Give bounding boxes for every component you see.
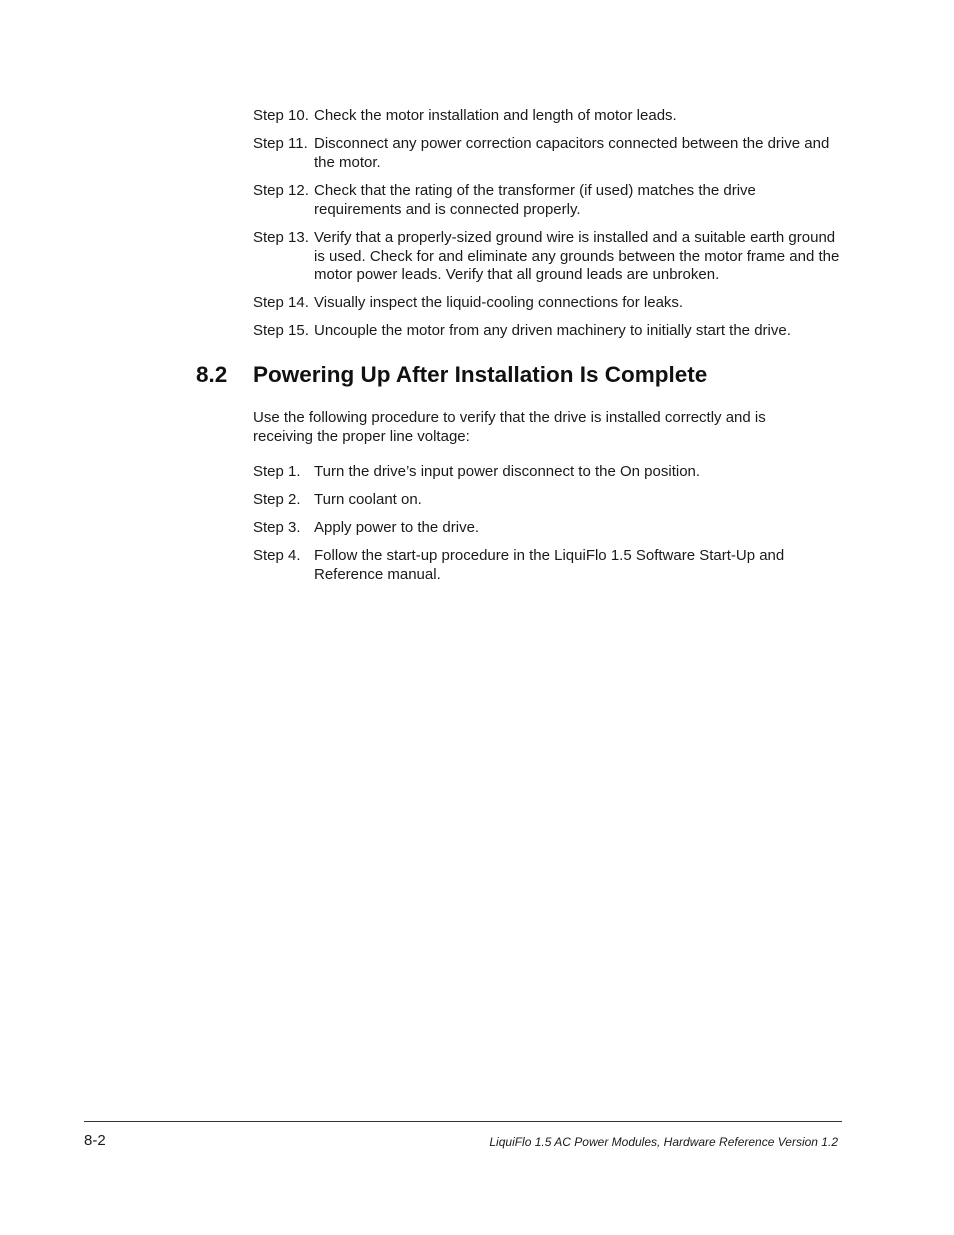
section-intro: Use the following procedure to verify that the drive is installed correctly and is receiving the proper line voltage: <box>253 409 766 445</box>
step-text: Apply power to the drive. <box>314 519 480 536</box>
step-number: Step 12. <box>253 182 309 199</box>
step-text: Uncouple the motor from any driven machinery to initially start the drive. <box>314 322 791 339</box>
section-heading <box>196 362 707 388</box>
step-text: Turn the drive’s input power disconnect to the On position. <box>314 463 701 480</box>
step-number: Step 1. <box>253 463 301 480</box>
step-number: Step 10. <box>253 107 309 124</box>
procedure-step-3 <box>253 519 843 538</box>
step-10 <box>253 107 843 126</box>
step-number: Step 4. <box>253 547 301 564</box>
section-title: Powering Up After Installation Is Complete <box>253 362 708 387</box>
procedure-step-4 <box>253 547 843 584</box>
step-number: Step 14. <box>253 294 309 311</box>
step-number: Step 13. <box>253 229 309 246</box>
step-12 <box>253 182 843 219</box>
step-11 <box>253 135 843 172</box>
step-text: Turn coolant on. <box>314 491 422 508</box>
step-number: Step 11. <box>253 135 308 152</box>
step-text: Follow the start-up procedure in the LiquiFlo 1.5 Software Start-Up and Reference manual. <box>314 547 785 583</box>
step-text: Visually inspect the liquid-cooling connections for leaks. <box>314 294 684 311</box>
step-14 <box>253 294 843 313</box>
step-text: Check the motor installation and length of motor leads. <box>314 107 677 124</box>
procedure-step-2 <box>253 491 843 510</box>
page-number: 8-2 <box>84 1132 106 1149</box>
step-text: Disconnect any power correction capacitors connected between the drive and the motor. <box>314 135 830 171</box>
step-number: Step 2. <box>253 491 301 508</box>
step-number: Step 15. <box>253 322 309 339</box>
footer-document-title: LiquiFlo 1.5 AC Power Modules, Hardware Reference Version 1.2 <box>489 1135 838 1149</box>
section-number: 8.2 <box>196 362 228 387</box>
step-number: Step 3. <box>253 519 301 536</box>
procedure-step-1 <box>253 463 843 482</box>
step-text: Check that the rating of the transformer (if used) matches the drive requirements and is connected properly. <box>314 182 756 218</box>
step-15 <box>253 322 843 341</box>
step-13 <box>253 229 843 285</box>
footer-divider <box>84 1121 842 1122</box>
step-text: Verify that a properly-sized ground wire is installed and a suitable earth ground is used. Check for and eliminate any grounds between the motor frame and the motor power leads. Verify that all ground leads are unbroken. <box>314 229 840 283</box>
